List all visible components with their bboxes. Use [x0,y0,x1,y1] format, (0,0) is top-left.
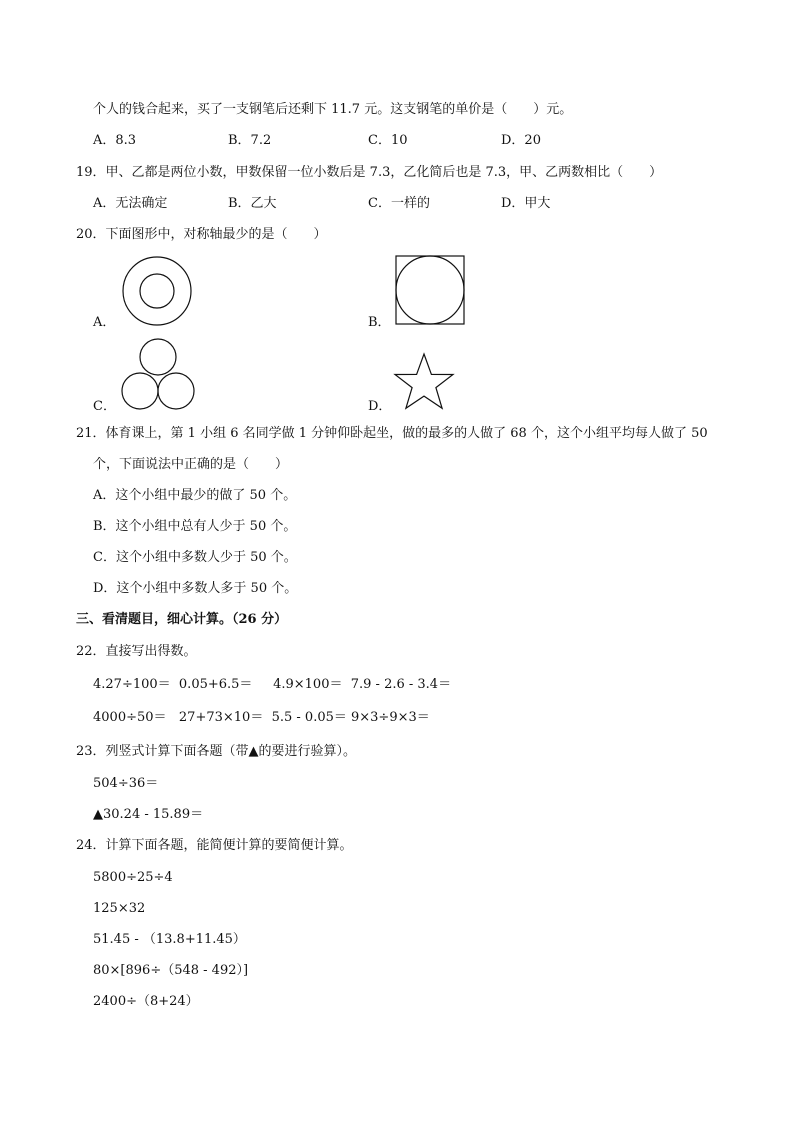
q24-stem: 24．计算下面各题，能简便计算的要简便计算。 [76,838,353,853]
q21-stem-line2: 个，下面说法中正确的是（ ） [93,457,289,472]
q22-row-1: 4.27÷100＝ 0.05+6.5＝ 4.9×100＝ 7.9 - 2.6 - 3.4＝ [93,677,452,692]
q18-option-d[interactable]: D．20 [501,133,541,148]
q24-item-2: 125×32 [93,901,146,916]
q22-stem: 22．直接写出得数。 [76,644,197,659]
q21-stem-line1: 21．体育课上，第 1 小组 6 名同学做 1 分钟仰卧起坐，做的最多的人做了 68 个，这个小组平均每人做了 50 [76,426,708,441]
q18-stem-continuation: 个人的钱合起来，买了一支钢笔后还剩下 11.7 元。这支钢笔的单价是（ ）元。 [93,102,573,117]
q20-stem: 20．下面图形中，对称轴最少的是（ ） [76,227,327,242]
five-point-star-figure [393,353,455,411]
q23-stem: 23．列竖式计算下面各题（带▲的要进行验算）。 [76,744,357,759]
q18-option-b[interactable]: B．7.2 [228,133,272,148]
q21-option-a[interactable]: A．这个小组中最少的做了 50 个。 [93,488,297,503]
q24-item-4: 80×[896÷（548 - 492）] [93,963,249,978]
q23-item-2: ▲30.24 - 15.89＝ [93,807,204,822]
section-3-heading: 三、看清题目，细心计算。（26 分） [76,612,288,627]
q19-option-b[interactable]: B．乙大 [228,196,277,211]
q19-stem: 19．甲、乙都是两位小数，甲数保留一位小数后是 7.3，乙化简后也是 7.3，甲、乙两数相比（ ） [76,165,663,180]
q21-option-c[interactable]: C．这个小组中多数人少于 50 个。 [93,550,297,565]
q21-option-d[interactable]: D．这个小组中多数人多于 50 个。 [93,581,298,596]
q21-option-b[interactable]: B．这个小组中总有人少于 50 个。 [93,519,297,534]
q18-option-c[interactable]: C．10 [368,133,408,148]
concentric-circles-figure [120,254,194,328]
q19-option-c[interactable]: C．一样的 [368,196,430,211]
three-circles-figure [119,338,199,412]
q23-item-1: 504÷36＝ [93,776,159,791]
q20-option-c-label[interactable]: C． [93,399,116,414]
q19-option-d[interactable]: D．甲大 [501,196,551,211]
q19-option-a[interactable]: A．无法确定 [93,196,168,211]
circle-in-square-figure [395,255,465,325]
q18-option-a[interactable]: A．8.3 [93,133,137,148]
q24-item-1: 5800÷25÷4 [93,870,173,885]
q20-option-d-label[interactable]: D． [368,399,392,414]
q24-item-5: 2400÷（8+24） [93,994,199,1009]
q20-option-a-label[interactable]: A． [93,315,116,330]
q22-row-2: 4000÷50＝ 27+73×10＝ 5.5 - 0.05＝ 9×3÷9×3＝ [93,710,430,725]
q24-item-3: 51.45 - （13.8+11.45） [93,932,246,947]
q20-option-b-label[interactable]: B． [368,315,391,330]
